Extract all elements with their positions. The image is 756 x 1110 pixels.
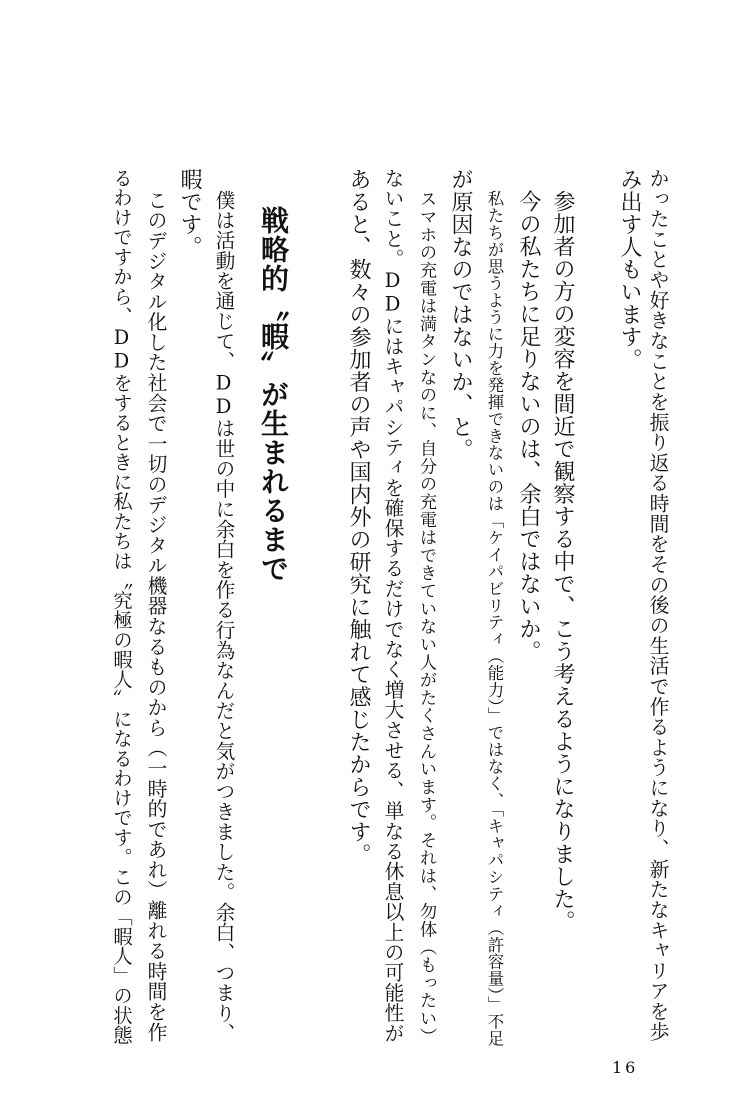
text-column-10: 僕は活動を通じて、DDは世の中に余白を作る行為なんだと気がつきました。余白、つまり、 bbox=[212, 190, 235, 1044]
text-column-13: るわけですから、DDをするときに私たちは〝究極の暇人〟になるわけです。この「暇人」の状態 bbox=[110, 168, 133, 1045]
text-column-2: み出す人もいます。 bbox=[617, 168, 642, 371]
text-column-3: 参加者の方の変容を間近で観察する中で、こう考えるようになりました。 bbox=[550, 190, 575, 933]
text-column-9: あると、数々の参加者の声や国内外の研究に触れて感じたからです。 bbox=[346, 168, 371, 866]
section-heading: 戦略的〝暇〟が生まれるまで bbox=[257, 206, 290, 583]
text-column-7: スマホの充電は満タンなのに、自分の充電はできていない人がたくさんいます。それは、勿体（もったい） bbox=[416, 190, 436, 1045]
text-column-1: かったことや好きなことを振り返る時間をその後の生活で作るようになり、新たなキャリアを歩 bbox=[646, 168, 669, 1042]
text-column-5: 私たちが思うように力を発揮できないのは「ケイパビリティ（能力）」ではなく、「キャパシティ（許容量）」不足 bbox=[485, 190, 504, 1047]
text-column-6: が原因なのではないか、と。 bbox=[448, 168, 473, 461]
text-column-12: このデジタル化した社会で一切のデジタル機器なるものから（一時的であれ）離れる時間を作 bbox=[144, 190, 167, 1043]
page-number: 16 bbox=[612, 1058, 639, 1077]
text-column-11: 暇です。 bbox=[177, 168, 202, 258]
text-column-4: 今の私たちに足りないのは、余白ではないか。 bbox=[516, 190, 541, 663]
text-column-8: ないこと。DDにはキャパシティを確保するだけでなく増大させる、単なる休息以上の可能性が bbox=[381, 168, 404, 1044]
